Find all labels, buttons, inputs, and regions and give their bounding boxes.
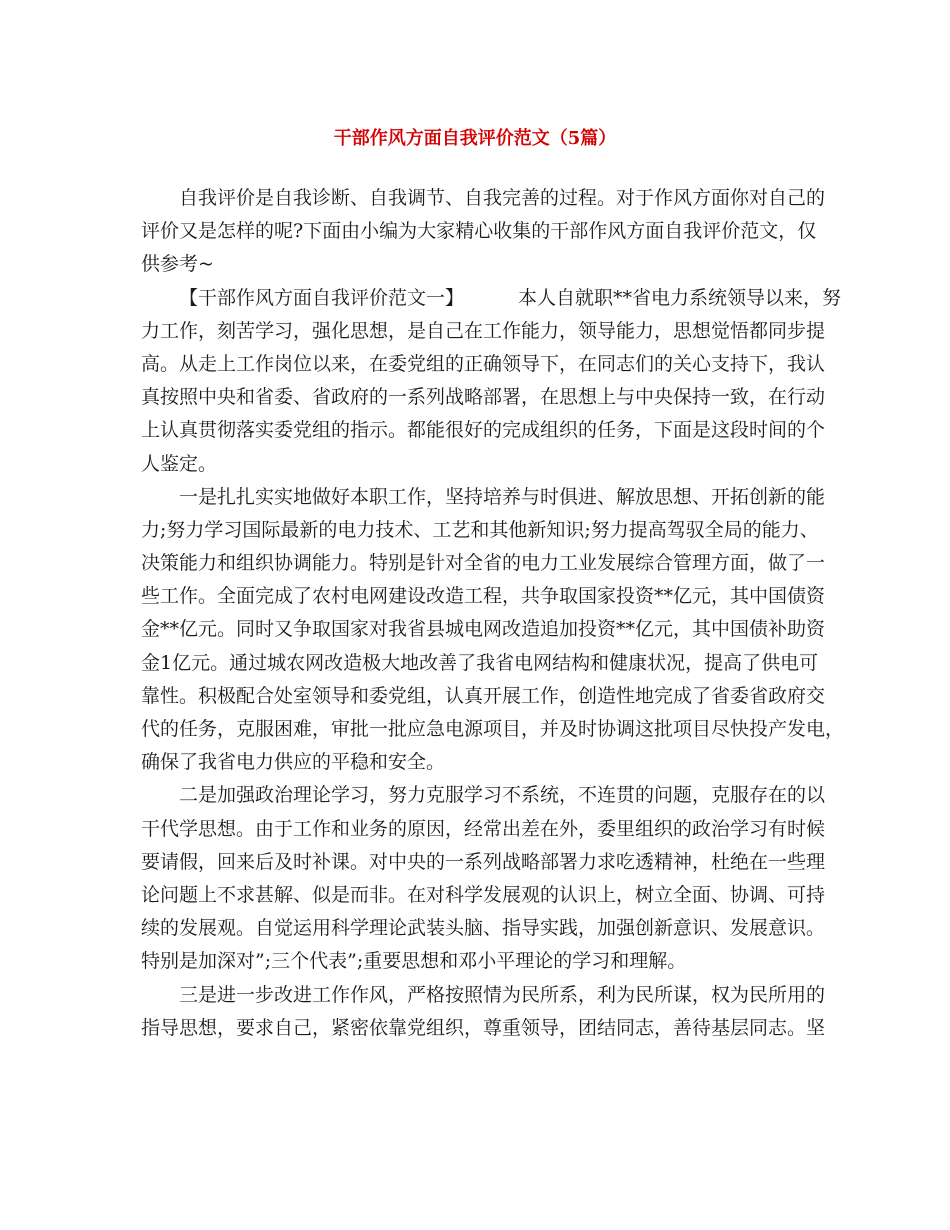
- text-line: 确保了我省电力供应的平稳和安全。: [141, 751, 446, 774]
- text-line: 真按照中央和省委、省政府的一系列战略部署，在思想上与中央保持一致，在行动: [141, 386, 826, 409]
- text-line: 自我评价是自我诊断、自我调节、自我完善的过程。对于作风方面你对自己的: [179, 187, 826, 209]
- text-line: 干代学思想。由于工作和业务的原因，经常出差在外，委里组织的政治学习有时候: [141, 817, 826, 840]
- document-title: 干部作风方面自我评价范文（5篇）: [333, 128, 617, 149]
- text-line: 金**亿元。同时又争取国家对我省县城电网改造追加投资**亿元，其中国债补助资: [141, 618, 826, 641]
- text-line: 力;努力学习国际最新的电力技术、工艺和其他新知识;努力提高驾驭全局的能力、: [141, 518, 819, 541]
- text-line: 上认真贯彻落实委党组的指示。都能很好的完成组织的任务，下面是这段时间的个: [141, 419, 826, 442]
- text-line: 供参考~: [141, 253, 214, 276]
- section-heading-line: [141, 282, 842, 315]
- section-heading: 【干部作风方面自我评价范文一】: [179, 286, 465, 309]
- text-line: 些工作。全面完成了农村电网建设改造工程，共争取国家投资**亿元，其中国债资: [141, 585, 826, 608]
- text-line: 靠性。积极配合处室领导和委党组，认真开展工作，创造性地完成了省委省政府交: [141, 684, 826, 707]
- text-line: 力工作，刻苦学习，强化思想，是自己在工作能力，领导能力，思想觉悟都同步提: [141, 319, 826, 342]
- text-line: 三是进一步改进工作作风，严格按照情为民所系，利为民所谋，权为民所用的: [179, 983, 826, 1006]
- text-line: 评价又是怎样的呢?下面由小编为大家精心收集的干部作风方面自我评价范文，仅: [141, 220, 817, 243]
- document-body: [141, 182, 845, 1045]
- text-line: 一是扎扎实实地做好本职工作，坚持培养与时俱进、解放思想、开拓创新的能: [179, 485, 826, 508]
- text-line: 要请假，回来后及时补课。对中央的一系列战略部署力求吃透精神，杜绝在一些理: [141, 850, 826, 873]
- text-line: 续的发展观。自觉运用科学理论武装头脑、指导实践，加强创新意识、发展意识。: [141, 917, 826, 940]
- text-line: 人鉴定。: [141, 452, 218, 475]
- text-line: 高。从走上工作岗位以来，在委党组的正确领导下，在同志们的关心支持下，我认: [141, 352, 826, 375]
- text-line: 二是加强政治理论学习，努力克服学习不系统，不连贯的问题，克服存在的以: [179, 784, 826, 807]
- text-line: 特别是加深对”;三个代表”;重要思想和邓小平理论的学习和理解。: [141, 950, 687, 973]
- text-line: 决策能力和组织协调能力。特别是针对全省的电力工业发展综合管理方面，做了一: [141, 552, 826, 575]
- text-line: 指导思想，要求自己，紧密依靠党组织，尊重领导，团结同志，善待基层同志。坚: [141, 1016, 826, 1039]
- text-line: 代的任务，克服困难，审批一批应急电源项目，并及时协调这批项目尽快投产发电，: [141, 718, 845, 740]
- text-line: 金1亿元。通过城农网改造极大地改善了我省电网结构和健康状况，提高了供电可: [141, 651, 819, 674]
- text-line: 论问题上不求甚解、似是而非。在对科学发展观的认识上，树立全面、协调、可持: [141, 883, 826, 906]
- text-fragment: 本人自就职**省电力系统领导以来，努: [518, 286, 842, 309]
